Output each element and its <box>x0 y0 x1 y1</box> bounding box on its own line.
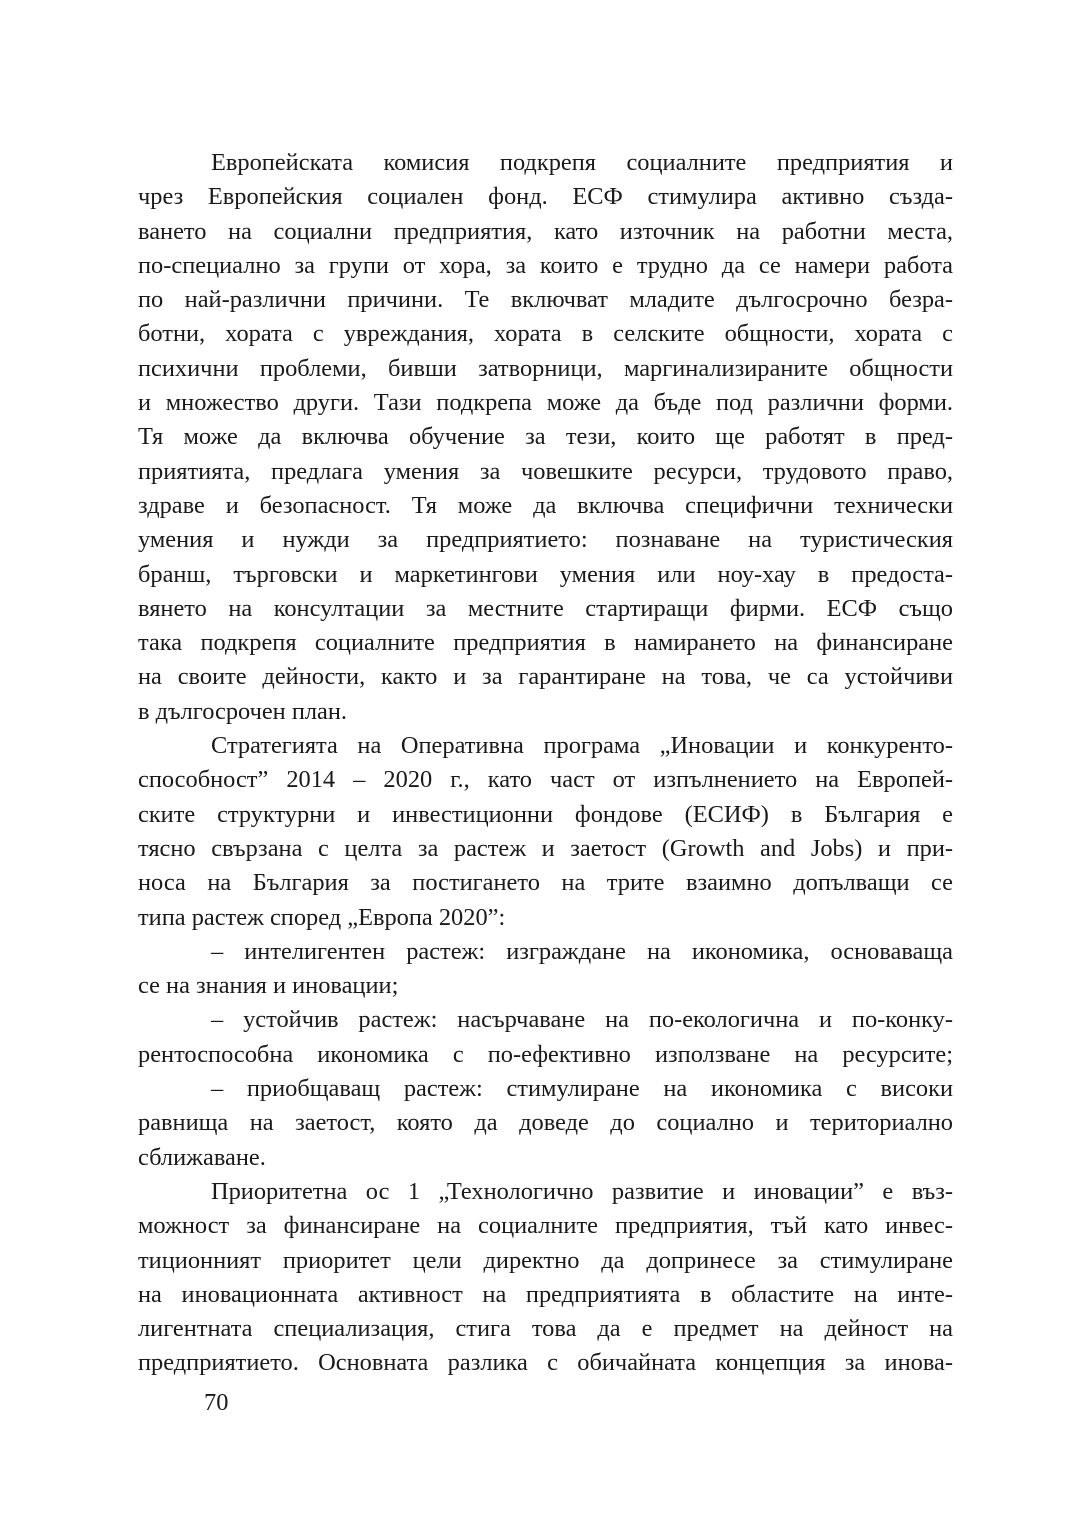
text-line: ването на социални предприятия, като източник на работни места, <box>138 217 953 245</box>
text-line: Приоритетна ос 1 „Технологично развитие и иновации” е въз- <box>211 1177 953 1205</box>
text-line: се на знания и иновации; <box>138 972 399 1000</box>
list-item: – интелигентен растеж: изграждане на икономика, основаваща <box>211 937 953 965</box>
text-line: типа растеж според „Европа 2020”: <box>138 903 506 931</box>
text-line: тясно свързана с целта за растеж и заетост (Growth and Jobs) и при- <box>138 834 953 862</box>
text-line: Тя може да включва обучение за тези, които ще работят в пред- <box>138 423 953 451</box>
text-line: ботни, хората с увреждания, хората в селските общности, хората с <box>138 320 953 348</box>
text-line: ските структурни и инвестиционни фондове (ЕСИФ) в България е <box>138 800 953 828</box>
text-line: психични проблеми, бивши затворници, маргинализираните общности <box>138 354 953 382</box>
text-line: способност” 2014 – 2020 г., като част от изпълнението на Европей- <box>138 766 953 794</box>
text-line: чрез Европейския социален фонд. ЕСФ стимулира активно създа- <box>138 183 953 211</box>
text-line: лигентната специализация, стига това да е предмет на дейност на <box>138 1315 953 1343</box>
text-line: вянето на консултации за местните стартиращи фирми. ЕСФ също <box>138 594 953 622</box>
text-line: тиционният приоритет цели директно да допринесе за стимулиране <box>138 1246 953 1274</box>
text-line: и множество други. Тази подкрепа може да бъде под различни форми. <box>138 389 953 417</box>
text-line: носа на България за постигането на трите взаимно допълващи се <box>138 869 953 897</box>
text-line: Стратегията на Оперативна програма „Иновации и конкуренто- <box>211 732 953 760</box>
text-line: умения и нужди за предприятието: познаване на туристическия <box>138 526 953 554</box>
list-item: – приобщаващ растеж: стимулиране на икономика с високи <box>211 1075 953 1103</box>
text-line: по най-различни причини. Те включват младите дългосрочно безра- <box>138 286 953 314</box>
text-line: рентоспособна икономика с по-ефективно използване на ресурсите; <box>138 1040 953 1068</box>
text-line: по-специално за групи от хора, за които е трудно да се намери работа <box>138 251 953 279</box>
text-line: равнища на заетост, която да доведе до социално и териториално <box>138 1109 953 1137</box>
text-line: Европейската комисия подкрепя социалните предприятия и <box>211 149 953 176</box>
text-line: предприятието. Основната разлика с обичайната концепция за инова- <box>138 1349 953 1377</box>
text-line: приятията, предлага умения за човешките ресурси, трудовото право, <box>138 457 953 485</box>
text-line: здраве и безопасност. Тя може да включва специфични технически <box>138 491 953 519</box>
page-number: 70 <box>204 1389 229 1416</box>
text-line: можност за финансиране на социалните предприятия, тъй като инвес- <box>138 1212 953 1240</box>
text-line: така подкрепя социалните предприятия в намирането на финансиране <box>138 629 953 657</box>
text-line: сближаване. <box>138 1143 266 1171</box>
text-line: в дългосрочен план. <box>138 697 348 725</box>
list-item: – устойчив растеж: насърчаване на по-екологична и по-конку- <box>211 1006 953 1034</box>
text-line: бранш, търговски и маркетингови умения или ноу-хау в предоста- <box>138 560 953 588</box>
text-line: на иновационната активност на предприятията в областите на инте- <box>138 1280 953 1308</box>
body-text <box>138 146 953 1381</box>
text-line: на своите дейности, както и за гарантиране на това, че са устойчиви <box>138 663 953 691</box>
